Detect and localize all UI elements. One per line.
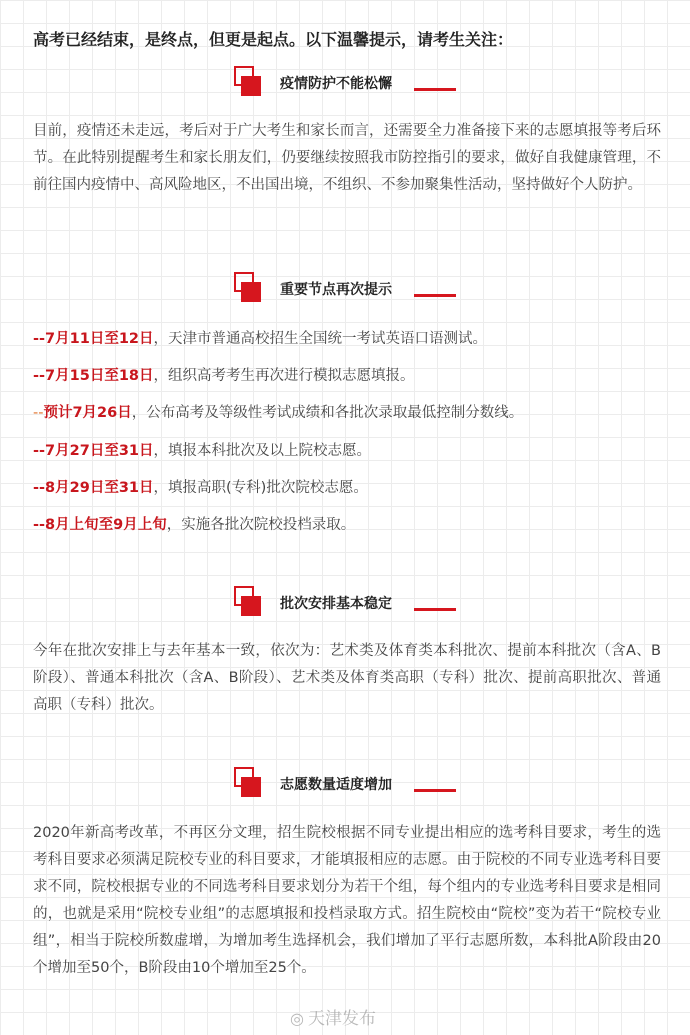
- timeline-item: [33, 401, 673, 425]
- section-title: 重要节点再次提示: [280, 282, 392, 298]
- section-heading-milestones: [228, 272, 468, 312]
- timeline-item: [33, 364, 673, 388]
- timeline-prefix: --: [33, 517, 46, 533]
- section-paragraph-volunteers: 2020年新高考改革，不再区分文理，招生院校根据不同专业提出相应的选考科目要求，考生的选考科目要求必须满足院校专业的科目要求，才能填报相应的志愿。由于院校的不同专业选考科目要求不同，院校根据专业的不同选考科目要求划分为若干个组，每个组内的专业选考科目要求是相同的，也就是采用“院校专业组”的志愿填报和投档录取方式。招生院校由“院校”变为若干“院校专业组”，相当于院校所数虚增，为增加考生选择机会，我们增加了平行志愿所数，本科批A阶段由20个增加至50个，B阶段由10个增加至25个。: [33, 825, 661, 976]
- section-heading-volunteers: [228, 767, 468, 807]
- timeline-date: 预计7月26日: [43, 405, 132, 421]
- timeline-text: ，天津市普通高校招生全国统一考试英语口语测试。: [153, 331, 487, 347]
- timeline-text: ，填报本科批次及以上院校志愿。: [153, 443, 371, 459]
- timeline-date: 8月上旬至9月上旬: [45, 517, 167, 533]
- heading-filled-square-icon: [241, 76, 261, 96]
- section-title: 志愿数量适度增加: [280, 777, 392, 793]
- timeline-item: [33, 327, 673, 351]
- timeline-text: ，实施各批次院校投档录取。: [166, 517, 356, 533]
- timeline-prefix: --: [33, 331, 46, 347]
- timeline-text: ，填报高职(专科)批次院校志愿。: [153, 480, 368, 496]
- section-paragraph-batches: 今年在批次安排上与去年基本一致，依次为：艺术类及体育类本科批次、提前本科批次（含A、B阶段）、普通本科批次（含A、B阶段）、艺术类及体育类高职（专科）批次、提前高职批次、普通高职（专科）批次。: [33, 643, 661, 713]
- heading-underline: [414, 294, 456, 297]
- watermark-text: 天津发布: [307, 1009, 376, 1029]
- watermark: [290, 1004, 376, 1029]
- heading-filled-square-icon: [241, 777, 261, 797]
- section-title: 疫情防护不能松懈: [280, 76, 392, 92]
- timeline-date: 8月29日至31日: [45, 480, 154, 496]
- timeline-item: [33, 513, 673, 537]
- timeline-date: 7月11日至12日: [45, 331, 154, 347]
- section-heading-batches: [228, 586, 468, 626]
- timeline-item: [33, 439, 673, 463]
- timeline-prefix: --: [33, 443, 46, 459]
- section-title: 批次安排基本稳定: [280, 596, 392, 612]
- intro-text: 高考已经结束，是终点，但更是起点。以下温馨提示，请考生关注：: [33, 30, 514, 49]
- heading-filled-square-icon: [241, 596, 261, 616]
- section-paragraph-epidemic: 目前，疫情还未走远，考后对于广大考生和家长而言，还需要全力准备接下来的志愿填报等考后环节。在此特别提醒考生和家长朋友们，仍要继续按照我市防控指引的要求，做好自我健康管理，不前往国内疫情中、高风险地区，不出国出境，不组织、不参加聚集性活动，坚持做好个人防护。: [33, 123, 661, 193]
- heading-filled-square-icon: [241, 282, 261, 302]
- weibo-logo-icon: ◎: [290, 1009, 304, 1028]
- timeline-item: [33, 476, 673, 500]
- heading-underline: [414, 789, 456, 792]
- timeline-date: 7月15日至18日: [45, 368, 154, 384]
- timeline-date: 7月27日至31日: [45, 443, 154, 459]
- timeline-prefix: --: [33, 480, 46, 496]
- timeline-prefix: --: [33, 405, 44, 421]
- heading-underline: [414, 608, 456, 611]
- timeline-text: ，公布高考及等级性考试成绩和各批次录取最低控制分数线。: [131, 405, 524, 421]
- heading-underline: [414, 88, 456, 91]
- section-heading-epidemic: [228, 66, 468, 106]
- timeline-text: ，组织高考考生再次进行模拟志愿填报。: [153, 368, 415, 384]
- timeline-prefix: --: [33, 368, 46, 384]
